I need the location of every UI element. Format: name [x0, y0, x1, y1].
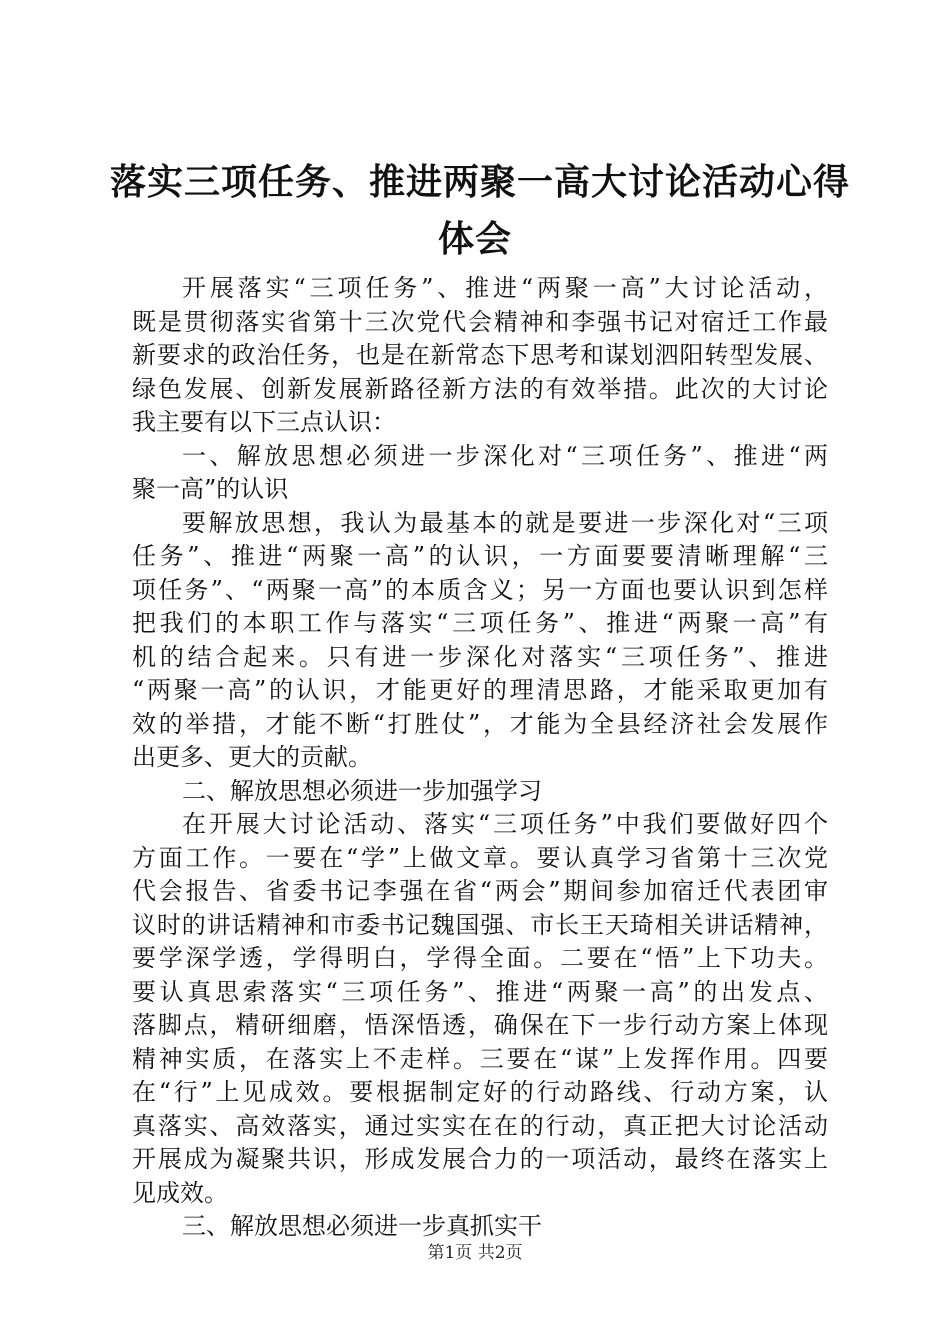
body-line: 精神实质，在落实上不走样。三要在“谋”上发挥作用。四要 [132, 1044, 828, 1073]
body-line: 在开展大讨论活动、落实“三项任务”中我们要做好四个 [182, 810, 828, 838]
section-heading-2: 二、解放思想必须进一步加强学习 [182, 776, 542, 805]
body-line: 要解放思想，我认为最基本的就是要进一步深化对“三项 [182, 508, 828, 537]
body-line: 开展落实“三项任务”、推进“两聚一高”大讨论活动， [182, 274, 828, 302]
body-line: 项任务”、“两聚一高”的本质含义；另一方面也要认识到怎样 [132, 575, 828, 604]
body-line: 效的举措，才能不断“打胜仗”，才能为全县经济社会发展作 [132, 709, 828, 738]
body-line: 见成效。 [132, 1178, 228, 1207]
section-heading-3: 三、解放思想必须进一步真抓实干 [182, 1212, 542, 1240]
document-title-line-2: 体会 [437, 219, 512, 260]
body-line: 机的结合起来。只有进一步深化对落实“三项任务”、推进 [132, 642, 828, 671]
body-line: 要认真思索落实“三项任务”、推进“两聚一高”的出发点、 [132, 977, 828, 1006]
body-line: 新要求的政治任务，也是在新常态下思考和谋划泗阳转型发展、 [132, 341, 828, 369]
body-line: 代会报告、省委书记李强在省“两会”期间参加宿迁代表团审 [132, 877, 828, 905]
body-line: 开展成为凝聚共识，形成发展合力的一项活动，最终在落实上 [132, 1145, 828, 1173]
body-line: 既是贯彻落实省第十三次党代会精神和李强书记对宿迁工作最 [132, 307, 828, 336]
body-line: 真落实、高效落实，通过实实在在的行动，真正把大讨论活动 [132, 1111, 828, 1140]
document-body [132, 272, 828, 1244]
document-title-line-1: 落实三项任务、推进两聚一高大讨论活动心得 [110, 162, 851, 203]
section-heading-1-cont: 聚一高”的认识 [132, 475, 289, 503]
page-footer: 第1页 共2页 [427, 1243, 523, 1263]
body-line: 出更多、更大的贡献。 [132, 743, 372, 771]
body-line: 我主要有以下三点认识： [132, 408, 396, 436]
body-line: 任务”、推进“两聚一高”的认识，一方面要要清晰理解“三 [132, 542, 828, 570]
body-line: 方面工作。一要在“学”上做文章。要认真学习省第十三次党 [132, 843, 828, 872]
body-line: “两聚一高”的认识，才能更好的理清思路，才能采取更加有 [132, 676, 828, 704]
body-line: 把我们的本职工作与落实“三项任务”、推进“两聚一高”有 [132, 609, 828, 637]
body-line: 议时的讲话精神和市委书记魏国强、市长王天琦相关讲话精神， [132, 910, 828, 939]
body-line: 落脚点，精研细磨，悟深悟透，确保在下一步行动方案上体现 [132, 1011, 828, 1039]
body-line: 在“行”上见成效。要根据制定好的行动路线、行动方案，认 [132, 1078, 828, 1106]
body-line: 要学深学透，学得明白，学得全面。二要在“悟”上下功夫。 [132, 944, 828, 972]
section-heading-1: 一、解放思想必须进一步深化对“三项任务”、推进“两 [182, 441, 828, 470]
body-line: 绿色发展、创新发展新路径新方法的有效举措。此次的大讨论 [132, 374, 828, 403]
